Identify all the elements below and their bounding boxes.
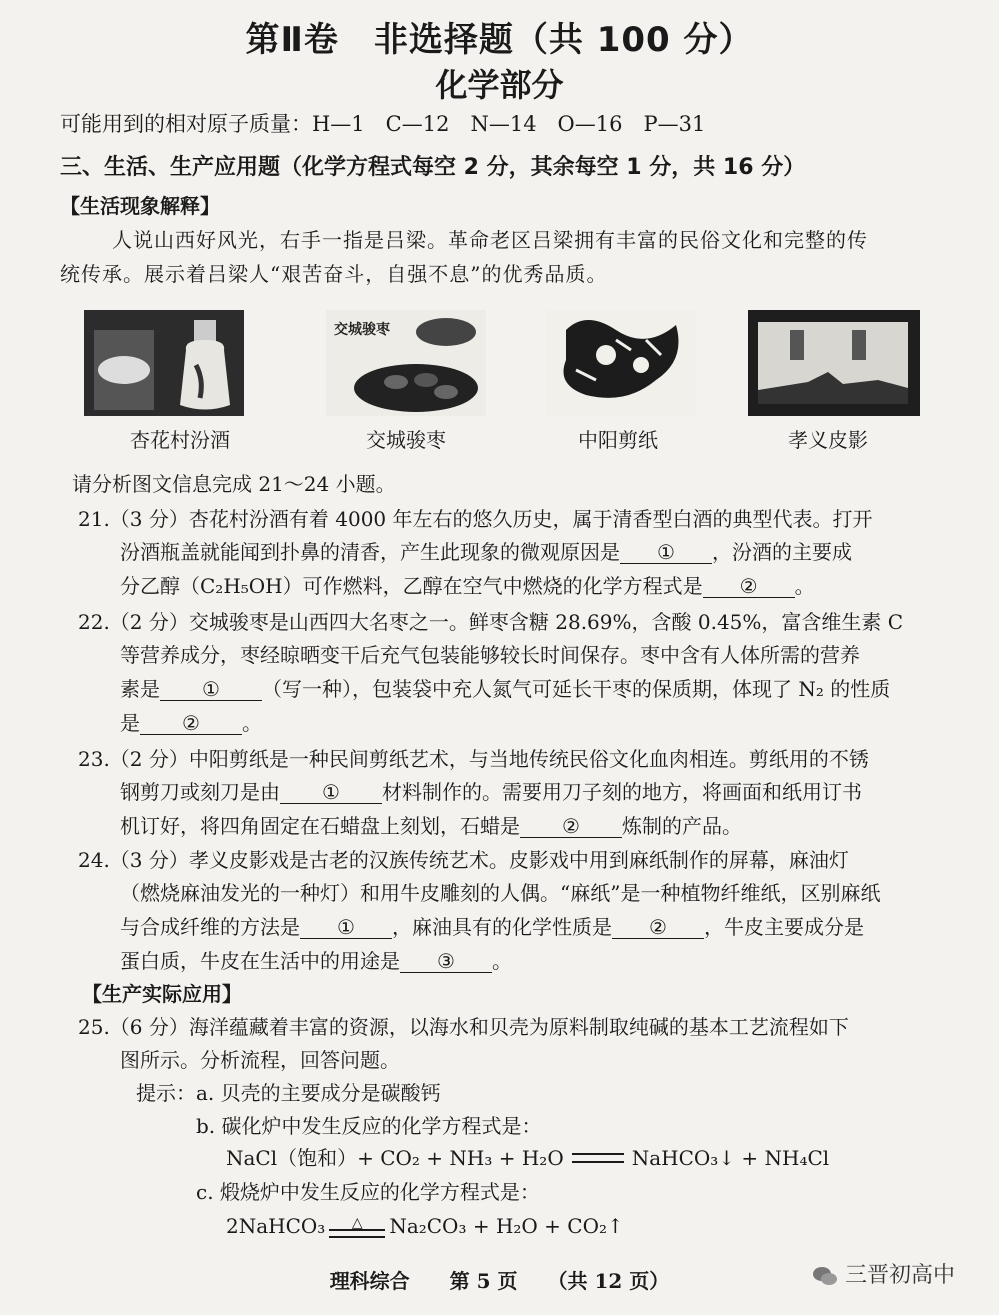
q24-line4	[120, 947, 929, 975]
q24-text-a: 与合成纤维的方法是	[120, 915, 300, 939]
delta-icon: △	[351, 1215, 363, 1231]
q22-blank-2[interactable]: ②	[140, 712, 242, 735]
eq-b-left: NaCl（饱和）+ CO₂ + NH₃ + H₂O	[226, 1146, 564, 1170]
q24-text-c: ，牛皮主要成分是	[704, 915, 864, 939]
caption-jujube: 交城骏枣	[366, 428, 446, 452]
q24-text-d: 蛋白质，牛皮在生活中的用途是	[120, 949, 400, 973]
instruction: 请分析图文信息完成 21～24 小题。	[72, 472, 396, 496]
watermark-text: 三晋初高中	[845, 1263, 956, 1288]
q23-text-a: 钢剪刀或刻刀是由	[120, 780, 280, 804]
q21-line1: 21.（3 分）杏花村汾酒有着 4000 年左右的悠久历史，属于清香型白酒的典型代表。打开	[78, 507, 873, 531]
q24-text-b: ，麻油具有的化学性质是	[392, 915, 612, 939]
q23-text-b: 材料制作的。需要用刀子刻的地方，将画面和纸用订书	[382, 780, 862, 804]
q22-text-b: （写一种），包装袋中充人氮气可延长干枣的保质期，体现了 N₂ 的性质	[262, 677, 891, 701]
jujube-image-label: 交城骏枣	[334, 322, 390, 338]
q24-line3	[120, 913, 929, 941]
q21-line3	[120, 572, 929, 600]
intro-line-1: 人说山西好风光，右手一指是吕梁。革命老区吕梁拥有丰富的民俗文化和完整的传	[112, 228, 868, 252]
watermark	[812, 1258, 955, 1289]
page-footer: 理科综合 第 5 页 （共 12 页）	[329, 1269, 670, 1293]
q21-line2	[120, 538, 929, 566]
q24-blank-3[interactable]: ③	[400, 950, 492, 973]
image-row	[80, 310, 920, 420]
q25-equation-b	[226, 1144, 929, 1172]
eq-b-equals	[572, 1153, 624, 1163]
q24-blank-1[interactable]: ①	[300, 916, 392, 939]
q22-line3	[120, 675, 929, 703]
shadow-play-image	[748, 310, 920, 416]
q23-text-d: 炼制的产品。	[622, 814, 742, 838]
q21-text-a: 汾酒瓶盖就能闻到扑鼻的清香，产生此现象的微观原因是	[120, 540, 620, 564]
eq-b-right: NaHCO₃↓ + NH₄Cl	[631, 1146, 830, 1170]
q25-equation-c	[226, 1212, 929, 1240]
q22-line1: 22.（2 分）交城骏枣是山西四大名枣之一。鲜枣含糖 28.69%，含酸 0.45%，富含维生素 C	[78, 610, 904, 634]
q24-line1: 24.（3 分）孝义皮影戏是古老的汉族传统艺术。皮影戏中用到麻纸制作的屏幕，麻油灯	[78, 848, 849, 872]
q23-blank-1[interactable]: ①	[280, 781, 382, 804]
caption-fenjiu: 杏花村汾酒	[130, 428, 230, 452]
q21-text-b: ，汾酒的主要成	[712, 540, 852, 564]
q24-text-e: 。	[492, 949, 512, 973]
caption-papercut: 中阳剪纸	[578, 428, 658, 452]
intro-line-2: 统传承。展示着吕梁人“艰苦奋斗，自强不息”的优秀品质。	[60, 262, 608, 286]
q23-text-c: 机订好，将四角固定在石蜡盘上刻划，石蜡是	[120, 814, 520, 838]
q23-line1: 23.（2 分）中阳剪纸是一种民间剪纸艺术，与当地传统民俗文化血肉相连。剪纸用的不锈	[78, 747, 869, 771]
q21-text-d: 。	[794, 574, 815, 598]
q22-blank-1[interactable]: ①	[160, 678, 262, 701]
section-title: 化学部分	[435, 66, 564, 104]
papercut-image	[546, 310, 696, 416]
paper-title: 第Ⅱ卷 非选择题（共 100 分）	[245, 20, 754, 60]
wechat-icon	[812, 1265, 838, 1287]
life-label: 【生活现象解释】	[60, 194, 220, 218]
q23-line3	[120, 812, 929, 840]
jujube-image	[326, 310, 486, 416]
eq-c-left: 2NaHCO₃	[226, 1214, 326, 1238]
q25-tip-b: b. 碳化炉中发生反应的化学方程式是：	[196, 1114, 542, 1138]
q21-blank-1[interactable]: ①	[620, 541, 712, 564]
production-label: 【生产实际应用】	[82, 982, 242, 1006]
q25-line2: 图所示。分析流程，回答问题。	[120, 1048, 400, 1072]
q25-tip-a: 提示：a. 贝壳的主要成分是碳酸钙	[136, 1081, 441, 1105]
q25-line1: 25.（6 分）海洋蕴藏着丰富的资源，以海水和贝壳为原料制取纯碱的基本工艺流程如下	[78, 1015, 849, 1039]
q23-blank-2[interactable]: ②	[520, 815, 622, 838]
section-heading: 三、生活、生产应用题（化学方程式每空 2 分，其余每空 1 分，共 16 分）	[60, 155, 806, 180]
q21-text-c: 分乙醇（C₂H₅OH）可作燃料，乙醇在空气中燃烧的化学方程式是	[120, 574, 703, 598]
q23-line2	[120, 778, 929, 806]
atomic-masses: 可能用到的相对原子质量：H—1 C—12 N—14 O—16 P—31	[60, 112, 706, 136]
eq-c-condition	[329, 1217, 385, 1238]
caption-shadow-play: 孝义皮影	[788, 428, 868, 452]
eq-c-right: Na₂CO₃ + H₂O + CO₂↑	[389, 1214, 624, 1238]
q22-text-c: 是	[120, 711, 140, 735]
q24-blank-2[interactable]: ②	[612, 916, 704, 939]
q22-text-a: 素是	[120, 677, 160, 701]
q22-line4	[120, 709, 929, 737]
q25-tip-c: c. 煅烧炉中发生反应的化学方程式是：	[196, 1180, 540, 1204]
q24-line2: （燃烧麻油发光的一种灯）和用牛皮雕刻的人偶。“麻纸”是一种植物纤维纸，区别麻纸	[120, 881, 881, 905]
q22-line2: 等营养成分，枣经晾晒变干后充气包装能够较长时间保存。枣中含有人体所需的营养	[120, 643, 860, 667]
fenjiu-image	[84, 310, 244, 416]
q22-text-d: 。	[242, 711, 262, 735]
q21-blank-2[interactable]: ②	[703, 575, 795, 598]
